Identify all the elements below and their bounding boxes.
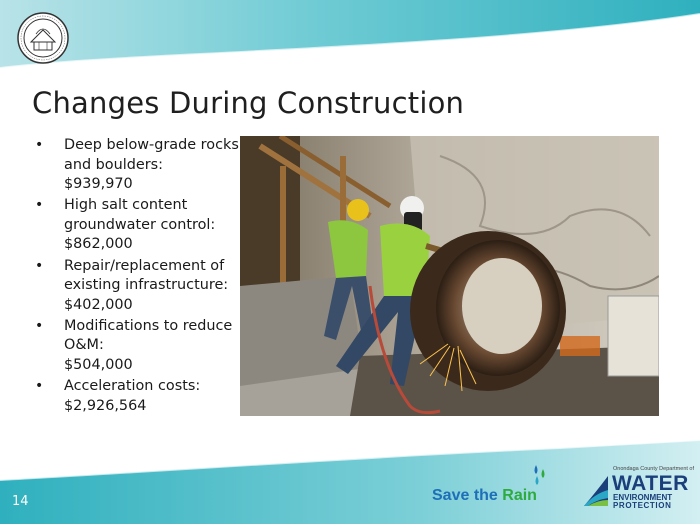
save-the-text: Save the: [432, 487, 503, 504]
page-number: 14: [12, 494, 29, 509]
bullet-label: Repair/replacement of existing infrastructure:: [64, 257, 229, 294]
bullet-item: [30, 377, 240, 416]
wep-protection-text: PROTECTION: [613, 501, 672, 510]
rain-text: Rain: [502, 487, 537, 504]
bullet-amount: $402,000: [64, 296, 133, 313]
construction-photo: [240, 136, 659, 416]
wep-logo: [582, 462, 695, 512]
bullet-amount: $939,970: [64, 176, 133, 193]
bullet-amount: $504,000: [64, 357, 133, 374]
bullet-item: [30, 317, 240, 376]
save-the-rain-logo: [432, 463, 562, 505]
wep-water-text: WATER: [612, 472, 689, 495]
bullet-amount: $2,926,564: [64, 397, 147, 414]
county-seal-icon: [17, 12, 69, 64]
cost-bullet-list: [30, 136, 240, 418]
bullet-item: [30, 257, 240, 316]
bullet-amount: $862,000: [64, 236, 133, 253]
wave-icon: [582, 472, 610, 508]
bullet-label: Deep below-grade rocks and boulders:: [64, 137, 239, 173]
rain-drops-icon: [528, 463, 554, 489]
wep-environment-text: ENVIRONMENT: [613, 493, 673, 502]
bullet-item: [30, 196, 240, 255]
bullet-label: Acceleration costs:: [64, 378, 201, 395]
bullet-label: High salt content groundwater control:: [64, 197, 216, 233]
wep-dept-text: Onondaga County Department of: [613, 466, 695, 472]
top-wave-band: [0, 0, 700, 80]
bullet-item: [30, 136, 240, 195]
slide-title: Changes During Construction: [32, 86, 465, 120]
bullet-label: Modifications to reduce O&M:: [64, 317, 233, 354]
